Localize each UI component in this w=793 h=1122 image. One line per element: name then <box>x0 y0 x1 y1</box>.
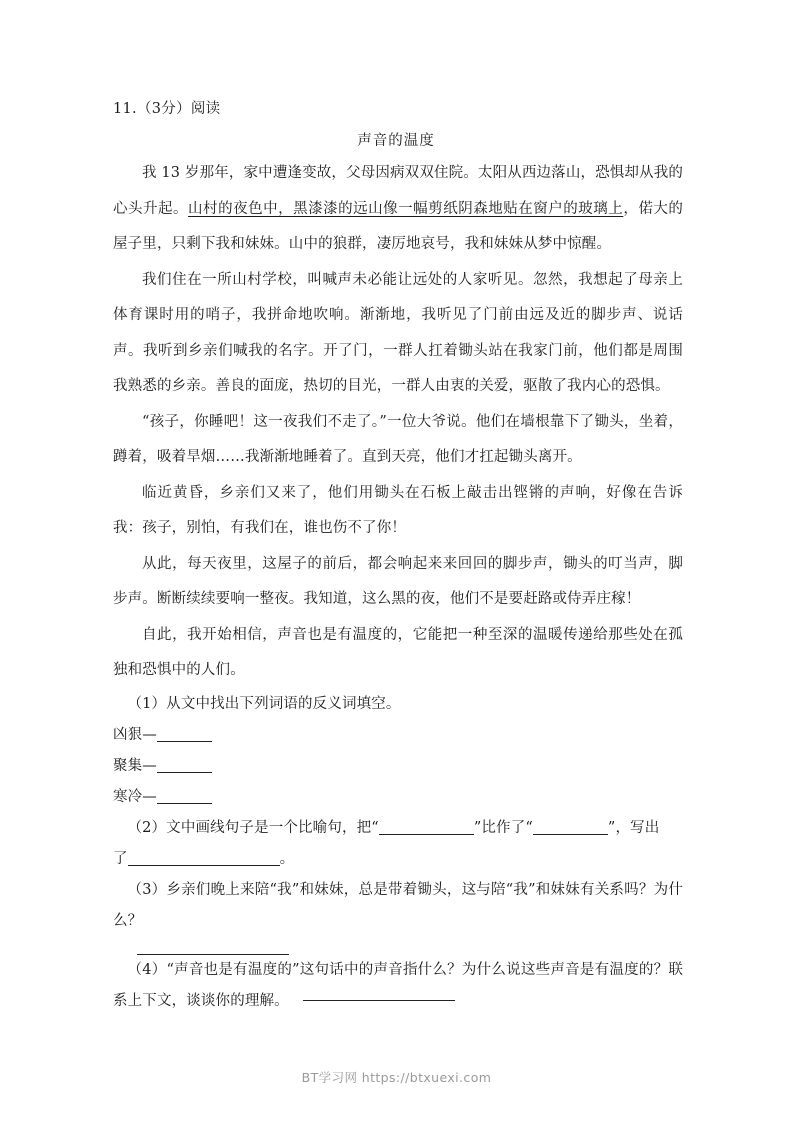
article-title: 声音的温度 <box>357 133 435 149</box>
sub-question-4-prompt <box>113 955 683 1017</box>
sub-question-2-prompt <box>113 813 683 844</box>
underlined-simile: 山村的夜色中，黑漆漆的远山像一幅剪纸阴森地贴在窗户的玻璃上 <box>188 200 624 217</box>
question-stem: 11.（3分）阅读 <box>113 101 221 117</box>
sub-question-2-seg2: ”比作了“ <box>473 819 533 836</box>
paragraph-1-post: ，偌大的屋子里，只剩下我和妹妹。山中的狼群，凄厉地哀号，我和妹妹从梦中惊醒。 <box>113 200 683 252</box>
antonym-word-1: 凶狠— <box>113 726 157 743</box>
antonym-word-2: 聚集— <box>113 757 157 774</box>
paragraph-6: 自此，我开始相信，声音也是有温度的，它能把一种至深的温暖传递给那些处在孤独和恐惧中的人们。 <box>113 626 683 678</box>
simile-blank-tenor[interactable] <box>533 820 608 835</box>
sub-question-4-answer-rule[interactable] <box>303 1000 455 1001</box>
simile-blank-effect[interactable] <box>128 851 280 866</box>
simile-blank-vehicle[interactable] <box>379 820 474 835</box>
sub-question-2-seg4: 了 <box>113 850 128 867</box>
paragraph-3: “孩子，你睡吧！这一夜我们不走了。”一位大爷说。他们在墙根靠下了锄头，坐着，蹲着，吸着旱烟……我渐渐地睡着了。直到天亮，他们才扛起锄头离开。 <box>113 413 683 465</box>
antonym-word-3: 寒冷— <box>113 788 157 805</box>
paragraph-1 <box>113 156 683 263</box>
paragraph-2: 我们住在一所山村学校，叫喊声未必能让远处的人家听见。忽然，我想起了母亲上体育课时用的哨子，我拼命地吹响。渐渐地，我听见了门前由远及近的脚步声、说话声。我听到乡亲们喊我的名字。开了门，一群人扛着锄头站在我家门前，他们都是周围我熟悉的乡亲。善良的面庞，热切的目光，一群人由衷的关爱，驱散了我内心的恐惧。 <box>113 271 683 394</box>
paragraph-5: 从此，每天夜里，这屋子的前后，都会响起来来回回的脚步声，锄头的叮当声，脚步声。断断续续要响一整夜。我知道，这么黑的夜，他们不是要赶路或侍弄庄稼！ <box>113 555 683 607</box>
sub-question-2-seg3: ”，写出 <box>607 819 660 836</box>
antonym-blank-1[interactable] <box>157 727 212 742</box>
antonym-blank-3[interactable] <box>157 789 212 804</box>
sub-question-2-seg5: 。 <box>279 850 295 867</box>
sub-question-4-text: （4）“声音也是有温度的”这句话中的声音指什么？为什么说这些声音是有温度的？联系上下文，谈谈你的理解。 <box>113 961 683 1009</box>
antonym-item-1 <box>113 720 683 751</box>
sub-question-1-prompt: （1）从文中找出下列词语的反义词填空。 <box>127 695 401 712</box>
sub-question-2-seg1: （2）文中画线句子是一个比喻句，把“ <box>127 819 379 836</box>
antonym-item-2 <box>113 751 683 782</box>
document-content <box>113 98 683 1017</box>
sub-question-2-answer-line <box>113 844 683 875</box>
antonym-item-3 <box>113 782 683 813</box>
paragraph-4: 临近黄昏，乡亲们又来了，他们用锄头在石板上敲击出铿锵的声响，好像在告诉我：孩子，别怕，有我们在，谁也伤不了你！ <box>113 484 683 536</box>
antonym-blank-2[interactable] <box>157 758 212 773</box>
paragraph-1-pre: 我 13 岁那年，家中遭逢变故，父母因病双双住院。太阳从西边落山，恐惧却从我的心头升起。 <box>113 165 684 217</box>
footer-watermark: BT学习网 https://btxuexi.com <box>301 1070 492 1085</box>
sub-question-3-prompt: （3）乡亲们晚上来陪“我”和妹妹，总是带着锄头，这与陪“我”和妹妹有关系吗？为什么？ <box>113 881 683 929</box>
